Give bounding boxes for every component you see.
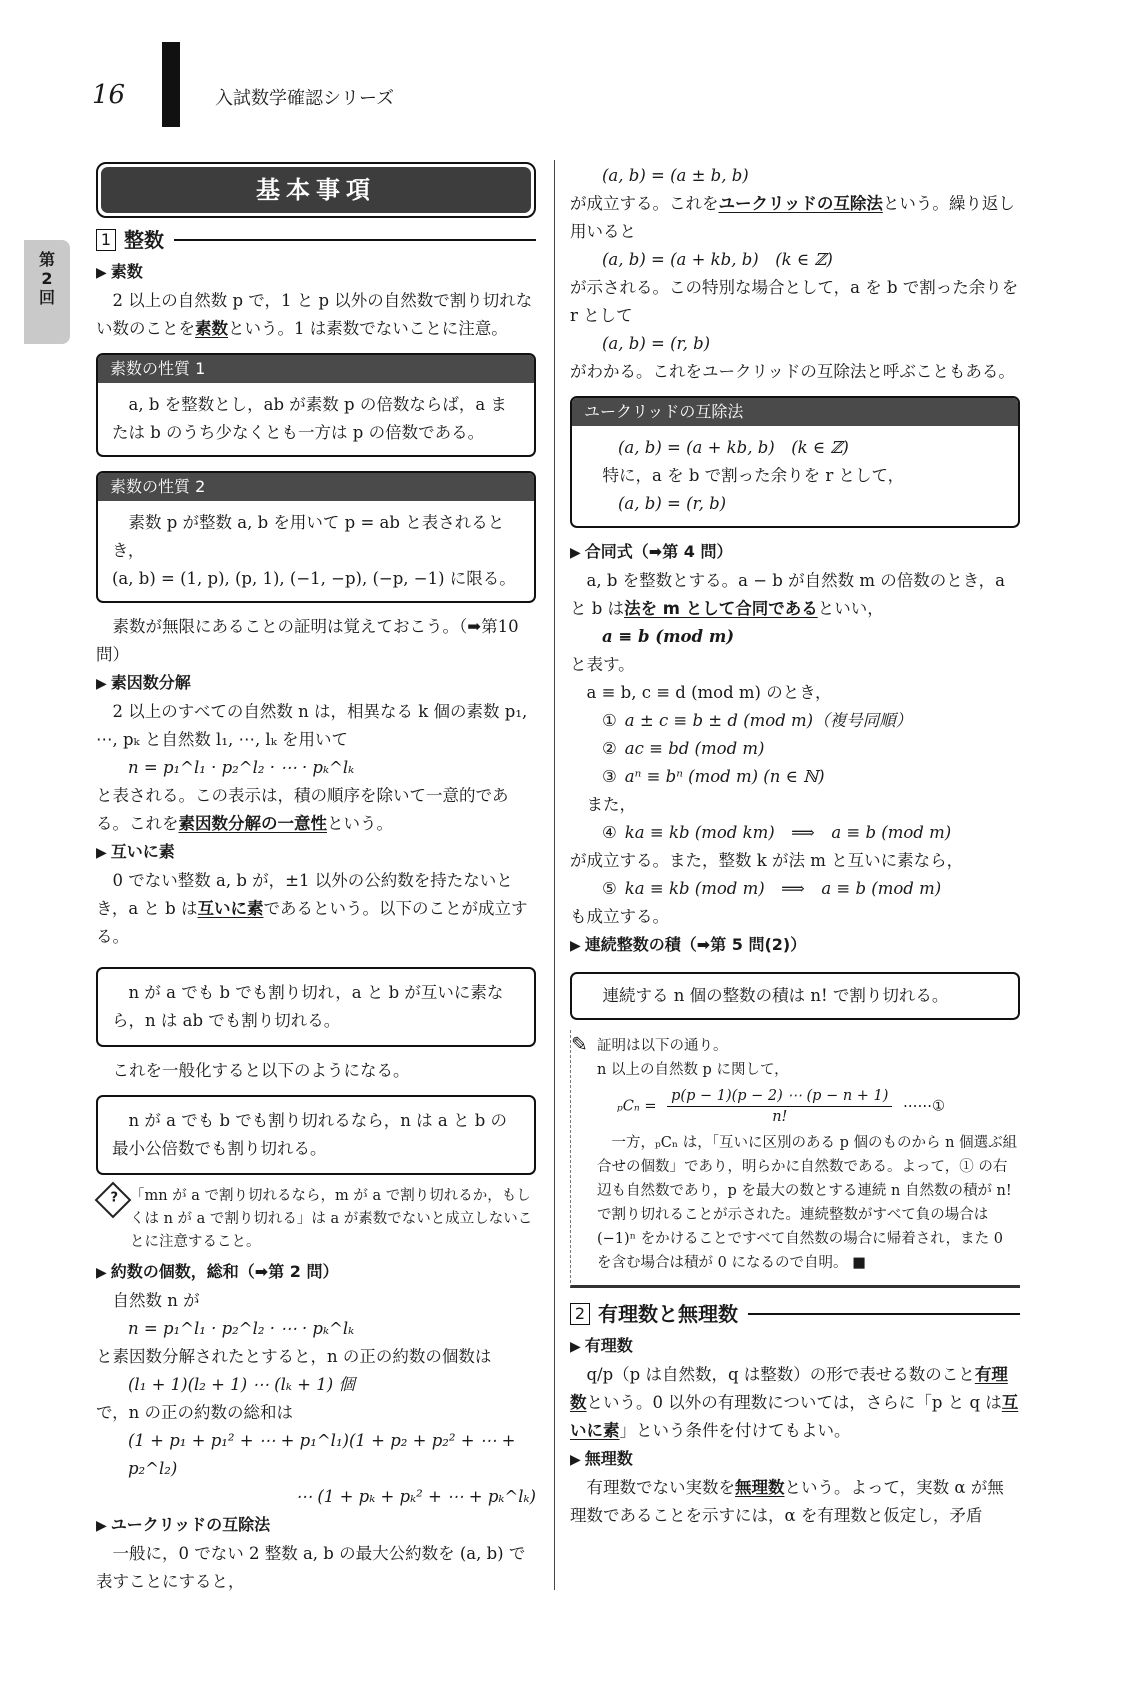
equation: (a, b) = (a + kb, b) (k ∈ ℤ) — [618, 438, 849, 457]
paragraph: 一般に，0 でない 2 整数 a, b の最大公約数を (a, b) で表すことにすると， — [96, 1544, 526, 1591]
paragraph: a ≡ b, c ≡ d (mod m) のとき， — [586, 683, 832, 702]
section-rule — [174, 239, 536, 241]
equation: (l₁ + 1)(l₂ + 1) ⋯ (lₖ + 1) 個 — [128, 1375, 355, 1394]
caution-note — [96, 1185, 536, 1254]
paragraph: 2 以上の自然数 p で，1 と p 以外の自然数で割り切れない数のことを素数という。1 は素数でないことに注意。 — [96, 291, 533, 338]
box-text: 連続する n 個の整数の積は n! で割り切れる。 — [602, 986, 949, 1005]
equation: a ≡ b (mod m) — [602, 627, 735, 646]
equation: (a, b) = (a ± b, b) — [602, 166, 749, 185]
section-heading — [96, 226, 536, 254]
box-text: 特に，a を b で割った余りを r として， — [602, 466, 905, 485]
congruence-item: ④ ka ≡ kb (mod km) ⟹ a ≡ b (mod m) — [602, 823, 952, 842]
paragraph: と表す。 — [570, 655, 635, 674]
subheading: ▶ ユークリッドの互除法 — [96, 1511, 536, 1540]
page-number: 16 — [92, 80, 126, 110]
header-bar — [162, 42, 180, 127]
equation: n = p₁^l₁ · p₂^l₂ · ⋯ · pₖ^lₖ — [128, 1319, 355, 1338]
box-text: a, b を整数とし，ab が素数 p の倍数ならば，a または b のうち少なくとも一方は p の倍数である。 — [112, 395, 507, 442]
subheading: ▶ 連続整数の積（➡第 5 問(2)） — [570, 931, 1020, 960]
paragraph: q/p（p は自然数，q は整数）の形で表せる数のこと有理数という。0 以外の有理数については，さらに「p と q は互いに素」という条件を付けてもよい。 — [570, 1365, 1019, 1440]
paragraph: も成立する。 — [570, 907, 669, 926]
paragraph: これを一般化すると以下のようになる。 — [112, 1061, 410, 1080]
section-rule — [748, 1313, 1020, 1315]
proof-text: 証明は以下の通り。 — [597, 1038, 728, 1054]
column-divider — [554, 160, 555, 1590]
section-heading — [570, 1300, 1020, 1328]
proof-block — [570, 1030, 1020, 1288]
paragraph: 自然数 n が — [112, 1291, 200, 1310]
chapter-tab-char: 2 — [41, 269, 53, 288]
subheading: ▶ 合同式（➡第 4 問） — [570, 538, 1020, 567]
proof-equation: ₚCₙ = $\frac{p(p - 1)(p - 2) \cdots (p - n + 1)}{n!}$ ⋯⋯① — [617, 1088, 946, 1125]
equation: (a, b) = (r, b) — [602, 334, 711, 353]
series-title: 入試数学確認シリーズ — [215, 88, 395, 109]
subheading: ▶ 約数の個数，総和（➡第 2 問） — [96, 1258, 536, 1287]
paragraph: また， — [586, 795, 636, 814]
paragraph: が成立する。これをユークリッドの互除法という。繰り返し用いると — [570, 194, 1015, 241]
chapter-tab-char: 回 — [38, 288, 55, 307]
fact-box — [96, 967, 536, 1047]
paragraph: が成立する。また，整数 k が法 m と互いに素なら， — [570, 851, 964, 870]
section-title: 整数 — [124, 228, 164, 252]
box-title: 素数の性質 1 — [98, 355, 534, 383]
section-number: 2 — [570, 1303, 590, 1325]
congruence-item: ① a ± c ≡ b ± d (mod m)（複号同順） — [602, 711, 913, 730]
box-text: 素数 p が整数 a, b を用いて p = ab と表されるとき， — [112, 513, 505, 560]
congruence-item: ⑤ ka ≡ kb (mod m) ⟹ a ≡ b (mod m) — [602, 879, 942, 898]
proof-text: n 以上の自然数 p に関して， — [597, 1062, 789, 1078]
box-text: n が a でも b でも割り切れ，a と b が互いに素なら，n は ab でも割り切れる。 — [112, 983, 504, 1030]
property-box — [96, 353, 536, 457]
box-title: 素数の性質 2 — [98, 473, 534, 501]
caution-icon: ? — [95, 1182, 132, 1219]
congruence-item: ③ aⁿ ≡ bⁿ (mod m) (n ∈ ℕ) — [602, 767, 825, 786]
equation: (1 + p₁ + p₁² + ⋯ + p₁^l₁)(1 + p₂ + p₂² + ⋯ + p₂^l₂) — [128, 1431, 516, 1478]
fact-box — [570, 972, 1020, 1020]
paragraph: で，n の正の約数の総和は — [96, 1403, 294, 1422]
note-text: 「mn が a で割り切れるなら，m が a で割り切れるか，もしくは n が a で割り切れる」は a が素数でないと成立しないことに注意すること。 — [130, 1188, 533, 1250]
box-text: n が a でも b でも割り切れるなら，n は a と b の最小公倍数でも割り切れる。 — [112, 1111, 508, 1158]
banner-title: 基本事項 — [101, 167, 531, 213]
chapter-tab — [24, 240, 70, 344]
section-title: 有理数と無理数 — [598, 1302, 738, 1326]
subheading: ▶ 互いに素 — [96, 838, 536, 867]
chapter-tab-char: 第 — [38, 250, 55, 269]
paragraph: 素数が無限にあることの証明は覚えておこう。（➡第10問） — [96, 617, 519, 664]
paragraph: と素因数分解されたとすると，n の正の約数の個数は — [96, 1347, 492, 1366]
equation: (a, b) = (a + kb, b) (k ∈ ℤ) — [602, 250, 833, 269]
equation: (a, b) = (r, b) — [618, 494, 727, 513]
box-text: (a, b) = (1, p), (p, 1), (−1, −p), (−p, −1) に限る。 — [112, 569, 516, 588]
proof-text: 一方，ₚCₙ は，「互いに区別のある p 個のものから n 個選ぶ組合せの個数」であり，明らかに自然数である。よって，① の右辺も自然数であり，p を最大の数とする連続 n 自然数の積が n! で割り切れることが示された。連続整数がすべて負の場合は (−1)ⁿ をかけることですべて自然数の場合に帰着され，また 0 を含む場合は積が 0 になるので自明。 ■ — [597, 1135, 1018, 1271]
section-number: 1 — [96, 229, 116, 251]
euclid-box — [570, 396, 1020, 528]
paragraph: と表される。この表示は，積の順序を除いて一意的である。これを素因数分解の一意性という。 — [96, 786, 509, 833]
paragraph: 有理数でない実数を無理数という。よって，実数 α が無理数であることを示すには，α を有理数と仮定し，矛盾 — [570, 1478, 1004, 1525]
paragraph: がわかる。これをユークリッドの互除法と呼ぶこともある。 — [570, 362, 1015, 381]
subheading: ▶ 素因数分解 — [96, 669, 536, 698]
pencil-icon: ✎ — [571, 1032, 588, 1056]
paragraph: 0 でない整数 a, b が，±1 以外の公約数を持たないとき，a と b は互いに素であるという。以下のことが成立する。 — [96, 871, 528, 946]
subheading: ▶ 無理数 — [570, 1445, 1020, 1474]
fact-box — [96, 1095, 536, 1175]
right-column — [570, 162, 1020, 1530]
subheading: ▶ 素数 — [96, 258, 536, 287]
left-column — [96, 162, 536, 1596]
property-box — [96, 471, 536, 603]
paragraph: が示される。この特別な場合として，a を b で割った余りを r として — [570, 278, 1019, 325]
equation: ⋯ (1 + pₖ + pₖ² + ⋯ + pₖ^lₖ) — [295, 1487, 536, 1506]
equation: n = p₁^l₁ · p₂^l₂ · ⋯ · pₖ^lₖ — [128, 758, 355, 777]
basic-items-banner — [96, 162, 536, 218]
paragraph: 2 以上のすべての自然数 n は，相異なる k 個の素数 p₁, ⋯, pₖ と自然数 l₁, ⋯, lₖ を用いて — [96, 702, 528, 749]
congruence-item: ② ac ≡ bd (mod m) — [602, 739, 765, 758]
paragraph: a, b を整数とする。a − b が自然数 m の倍数のとき，a と b は法を m として合同であるといい， — [570, 571, 1005, 618]
subheading: ▶ 有理数 — [570, 1332, 1020, 1361]
box-title: ユークリッドの互除法 — [572, 398, 1018, 426]
